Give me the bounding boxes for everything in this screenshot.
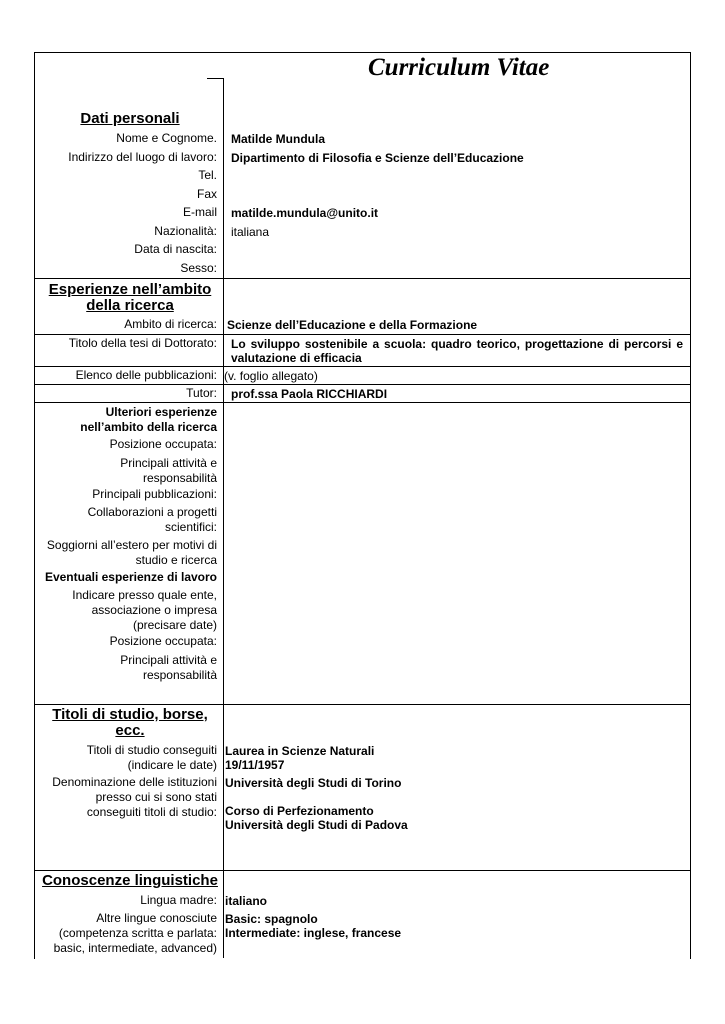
heading-line: nell’ambito della ricerca [80, 420, 217, 434]
label-posizione: Posizione occupata: [109, 437, 217, 451]
label-line: studio e ricerca [135, 553, 217, 567]
label-line: Denominazione delle istituzioni [52, 775, 217, 789]
section-divider [34, 704, 690, 705]
value-line: Basic: spagnolo [225, 912, 318, 926]
label-nome: Nome e Cognome. [116, 131, 217, 145]
label-attivita [120, 456, 217, 486]
section-heading-line: Titoli di studio, borse, [52, 706, 208, 723]
value-line: Laurea in Scienze Naturali [225, 744, 375, 758]
label-line: Principali attività e [120, 653, 217, 667]
label-line: basic, intermediate, advanced) [53, 941, 217, 955]
label-line: (indicare le date) [127, 758, 217, 772]
column-divider [223, 78, 224, 958]
section-heading-titoli [42, 707, 218, 739]
label-data-nascita: Data di nascita: [134, 242, 217, 256]
value-indirizzo: Dipartimento di Filosofia e Scienze dell’Educazione [231, 151, 524, 165]
section-heading-lingue: Conoscenze linguistiche [42, 872, 218, 889]
label-fax: Fax [196, 187, 217, 201]
value-line: Corso di Perfezionamento [225, 804, 374, 818]
section-heading-line: ecc. [115, 722, 145, 739]
label-line: Indicare presso quale ente, [72, 588, 217, 602]
section-divider [34, 278, 690, 279]
section-heading-dati-personali: Dati personali [80, 110, 180, 127]
value-altre-lingue [225, 912, 401, 940]
section-divider [34, 870, 690, 871]
label-istituzioni [52, 775, 217, 820]
label-line: Collaborazioni a progetti [87, 505, 217, 519]
label-collaborazioni [88, 505, 217, 535]
label-line: scientifici: [164, 520, 217, 534]
value-nome: Matilde Mundula [231, 132, 325, 146]
label-tesi: Titolo della tesi di Dottorato: [68, 336, 217, 350]
value-titoli-conseguiti [225, 744, 374, 772]
label-ente [72, 588, 217, 633]
row-divider [34, 402, 690, 403]
heading-line: Ulteriori esperienze [105, 405, 217, 419]
row-divider [34, 384, 690, 385]
section-heading-line: della ricerca [86, 297, 174, 314]
label-line: presso cui si sono stati [95, 790, 217, 804]
label-email: E-mail [182, 205, 217, 219]
label-tel: Tel. [198, 168, 217, 182]
label-lingua-madre: Lingua madre: [140, 893, 217, 907]
heading-ulteriori [80, 405, 217, 435]
value-istituzioni [225, 776, 408, 832]
label-nazionalita: Nazionalità: [154, 224, 217, 238]
section-heading-line: Esperienze nell’ambito [48, 281, 212, 298]
value-tesi-line: Lo sviluppo sostenibile a scuola: quadro teorico, progettazione di percorsi e [231, 337, 683, 351]
value-line: Intermediate: inglese, francese [225, 926, 402, 940]
value-lingua-madre: italiano [225, 894, 268, 908]
label-line: Altre lingue conosciute [96, 911, 217, 925]
label-titoli-conseguiti [87, 743, 217, 773]
label-line: (precisare date) [132, 618, 217, 632]
section-heading-esperienze [38, 282, 222, 314]
label-ambito: Ambito di ricerca: [124, 317, 217, 331]
value-email: matilde.mundula@unito.it [231, 206, 379, 220]
label-line: Soggiorni all’estero per motivi di [46, 538, 217, 552]
label-line: associazione o impresa [91, 603, 217, 617]
row-divider [34, 366, 690, 367]
value-line: 19/11/1957 [225, 758, 285, 772]
label-line: responsabilità [142, 668, 217, 682]
value-nazionalita: italiana [231, 225, 270, 239]
label-posizione-2: Posizione occupata: [109, 634, 217, 648]
value-ambito: Scienze dell’Educazione e della Formazione [227, 318, 478, 332]
label-indirizzo: Indirizzo del luogo di lavoro: [68, 150, 217, 164]
label-tutor: Tutor: [186, 386, 217, 400]
label-sesso: Sesso: [180, 261, 217, 275]
label-line: Principali attività e [120, 456, 217, 470]
heading-esperienze-lavoro: Eventuali esperienze di lavoro [44, 570, 217, 584]
label-altre-lingue [54, 911, 217, 956]
label-soggiorni [47, 538, 217, 568]
label-line: (competenza scritta e parlata: [58, 926, 217, 940]
row-divider [34, 334, 690, 335]
page-title: Curriculum Vitae [368, 54, 550, 81]
label-pubblicazioni: Elenco delle pubblicazioni: [75, 368, 217, 382]
label-principali-pubblicazioni: Principali pubblicazioni: [92, 487, 217, 501]
value-tesi-line: valutazione di efficacia [231, 351, 362, 365]
value-tutor: prof.ssa Paola RICCHIARDI [231, 387, 388, 401]
corner-mark [207, 78, 223, 79]
label-line: Titoli di studio conseguiti [86, 743, 217, 757]
value-line: Università degli Studi di Torino [225, 776, 402, 790]
label-line: responsabilità [142, 471, 217, 485]
value-tesi [231, 337, 683, 365]
label-line: conseguiti titoli di studio: [86, 805, 217, 819]
value-line: Università degli Studi di Padova [225, 818, 408, 832]
label-attivita-2 [120, 653, 217, 683]
value-pubblicazioni: (v. foglio allegato) [224, 369, 318, 383]
